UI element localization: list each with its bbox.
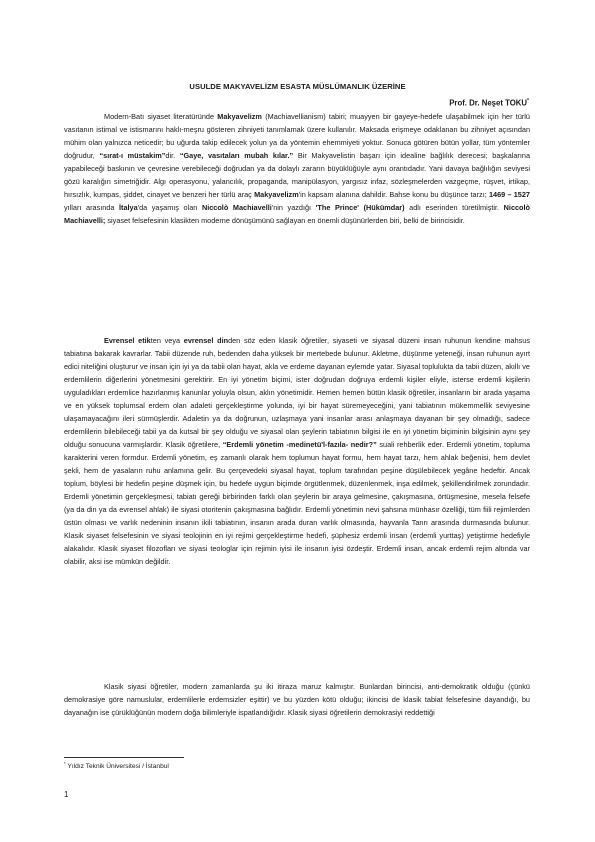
paragraph-3 xyxy=(64,680,530,719)
bold-term: Makyavelizm xyxy=(217,112,262,121)
author-line xyxy=(449,98,529,108)
bold-term: Niccolò Machiavelli; xyxy=(64,203,530,225)
text-span: Modern-Batı siyaset literatüründe xyxy=(104,112,218,121)
bold-term: “Erdemli yönetim -medinetü'l-fazıla- nedir?” xyxy=(222,440,377,449)
footnote-mark: * xyxy=(64,761,66,766)
footnote-divider xyxy=(64,757,184,758)
footnote-text: Yıldız Teknik Üniversitesi / İstanbul xyxy=(67,763,169,771)
text-span: suali rehberlik eder. Erdemli yönetim, topluma karakterini veren formdur. Erdemli yönetim, eş zamanlı olarak hem toplumun hayat formu, hem hayat tarzı, hem ahlak beğenisi, hem devlet şekli, hem de yasaların ruhu anlamına gelir. Bu çerçevedeki siyasal hayat, toplum tarafından peşine düşülebilecek yegâne hedeftir. Ancak toplum, böylesi bir hedefin peşine düşmek için, bu hedefe uygun biçimde örgütlenmek, düzenlenmek, inşa edilmek, şekillendirilmek zorundadır. Erdemli yönetimin gerçekleşmesi, tabiatı gereği birbirinden farklı olan şeylerin bir araya gelmesine, çakışmasına, örtüşmesine, mesela felsefe (ya da din ya da evrensel ahlak) ile siyasi otoritenin çakışmasına bağlıdır. Erdemli yönetimin nevi şahsına münhasır özelliği, tüm fiili rejimlerden üstün olması ve varlık nedeninin insanın ikili tabiatının, insanın arada duran varlık olmasında, hayvanla Tanrı arasında durmasında bulunur. Klasik siyaset felsefesinin ve siyasi teolojinin en iyi rejimi gerçekleştirme hedefi, şüphesiz erdemli insan (erdemli yurttaş) yetiştirme hedefiyle alakalıdır. Klasik siyaset filozofları ve siyasi teologlar için rejimin iyisi ile insanın iyisi özdeştir. Erdemli insan, ancak erdemli rejim altında var olabilir, aksi ise mümkün değildir. xyxy=(64,440,531,566)
text-span: dir. xyxy=(165,151,180,160)
text-span: ten veya xyxy=(150,336,184,345)
text-span: adlı eserinden türetilmiştir. xyxy=(404,203,504,212)
page-number: 1 xyxy=(64,790,69,799)
text-span: Klasik siyasi öğretiler, modern zamanlarda şu iki itiraza maruz kalmıştır. Bunlardan birincisi, anti-demokratik olduğu (çünkü demokrasiye göre namuslular, erdemlilerle erdemsizler eşittir) ve bu yüzden kötü olduğu; ikincisi de klasik tabiat felsefesine dayandığı, bu dayanağın ise çürüklüğünün modern doğa bilimleriyle ispatlandığıdır. Klasik siyasi öğretilerin demokrasiyi reddettiği xyxy=(64,682,530,717)
bold-term: “Gaye, vasıtaları mubah kılar.” xyxy=(179,151,294,160)
text-span: 'in kapsam alanına dahildir. Bahse konu bu düşünce tarzı; xyxy=(298,190,489,199)
bold-term: 1469 – 1527 xyxy=(488,190,530,199)
text-span: (Machiavellianism) tabiri; muayyen bir gayeye-hedefe ulaşabilmek için her türlü vasıtanın istimal ve istismarını haklı-meşru gösteren zihniyeti tanımlamak üzere kullanılır. Maksada erişmeye odaklanan bu zihniyet açısından mühim olan yalnızca neticedir; bu uğurda takip edilecek yolun ya da yöntemin ehemmiyeti yoktur. Sonuca götüren bütün yollar, tüm yöntemler doğrudur, xyxy=(64,112,530,160)
author-name: Prof. Dr. Neşet TOKU xyxy=(449,98,528,108)
text-span: yılları arasında xyxy=(64,203,120,212)
bold-term: 'The Prince' (Hükümdar) xyxy=(315,203,405,212)
paragraph-1 xyxy=(64,110,530,227)
text-span: 'da yaşamış olan xyxy=(137,203,202,212)
bold-term: evrensel din xyxy=(183,336,229,345)
author-footnote-mark[interactable]: * xyxy=(527,98,529,104)
text-span: den söz eden klasik öğretiler, siyaseti ve siyasal düzeni insan ruhunun kendine mahsus tabiatına bakarak kavrarlar. Tabii düzende ruh, bedenden daha yüksek bir mertebede bulunur. Akletme, düşünme yeteneği, insan ruhunun ayırt edici niteliğini oluşturur ve insan için iyi ya da tabii olan hayat, akla ve erdeme dayanan eylemde yatar. Siyasal toplulukta da tabii düzen, akıllı ve erdemlilerin diğerlerini yönetmesini gerektirir. En iyi yönetim biçimi, ister doğrudan doğruya erdemli kişiler eliyle, isterse erdemli kişilerin uyguladıkları erdemlice hazırlanmış kanunlar yoluyla olsun, aklın yönetimidir. Hemen hemen bütün klasik öğretiler, insanların bir arada yaşama ve en yüksek toplumsal erdem olan adaleti gerçekleştirme yolunda, iyi bir hayat süremeyeceğini, yani tabiatının mükemmellik seviyesine ulaşamayacağını ileri sürmüşlerdir. Adaletin ya da doğrunun, uzlaşmaya yani insanlar arası anlaşmaya dayanan bir şey olmadığı, sadece erdemlilerin bilebileceği tabii ya da kutsal bir şey olduğu ve siyasal olan şeylerin tabiatının bilgisi ile en iyi yönetim biçiminin bilgisinin aynı şey olduğu sonucuna varmışlardır. Klasik öğretilere, xyxy=(64,336,530,449)
text-span: 'nin yazdığı xyxy=(271,203,316,212)
text-span: siyaset felsefesinin klasikten moderne dönüşümünü sağlayan en önemli düşünürlerden biri, belki de birincisidir. xyxy=(105,216,465,225)
bold-term: Niccolò Machiavelli xyxy=(201,203,272,212)
bold-term: Evrensel etik xyxy=(104,336,151,345)
paragraph-2 xyxy=(64,334,530,568)
bold-term: “sırat-ı müstakim” xyxy=(99,151,166,160)
footnote xyxy=(64,761,169,770)
bold-term: İtalya xyxy=(119,203,138,212)
document-title: USULDE MAKYAVELİZM ESASTA MÜSLÜMANLIK ÜZERİNE xyxy=(189,82,406,91)
bold-term: Makyavelizm xyxy=(254,190,299,199)
text-span: Bir Makyavelistin başarı için idealine bağlılık derecesi; başkalarına yapabileceği baskının ve çevresine verebileceği doğrudan ya da dolaylı zararın büyüklüğüyle aynı orantıdadır. Yani davaya bağlılığın seviyesi gözü karalığın simetriğidir. Algı operasyonu, yalancılık, propaganda, manipülasyon, yargısız infaz, sözleşmelerden vazgeçme, rüşvet, irtikap, hırsızlık, kumpas, şiddet, cinayet ve benzeri her türlü araç xyxy=(64,151,531,199)
